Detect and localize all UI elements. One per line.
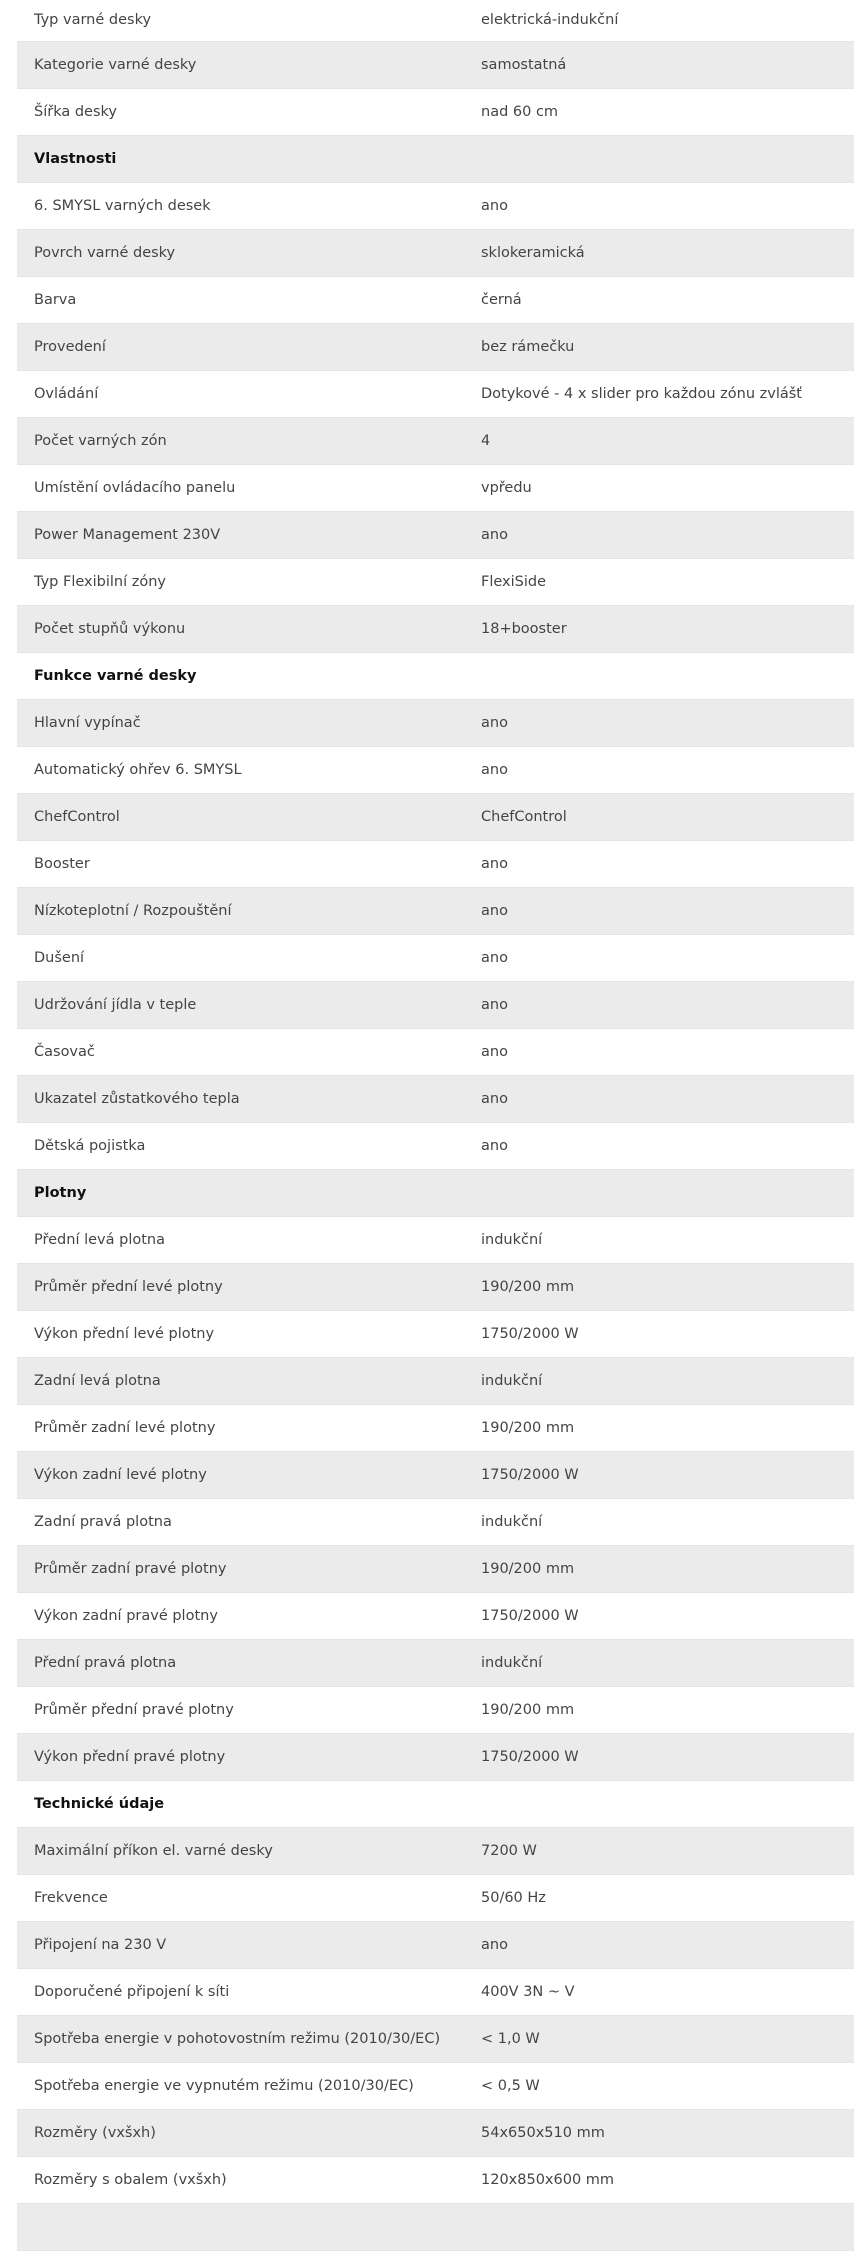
spec-row bbox=[17, 840, 854, 887]
spec-row bbox=[17, 1122, 854, 1169]
spec-label: Udržování jídla v teple bbox=[17, 981, 481, 1028]
spec-row bbox=[17, 2015, 854, 2062]
spec-row bbox=[17, 370, 854, 417]
spec-row bbox=[17, 934, 854, 981]
spec-value: 54x650x510 mm bbox=[481, 2109, 854, 2156]
spec-row bbox=[17, 1592, 854, 1639]
section-header-row bbox=[17, 652, 854, 699]
spec-row bbox=[17, 2156, 854, 2203]
spec-value: ano bbox=[481, 1122, 854, 1169]
spec-label: Rozměry (vxšxh) bbox=[17, 2109, 481, 2156]
spec-value: 120x850x600 mm bbox=[481, 2156, 854, 2203]
spec-row bbox=[17, 981, 854, 1028]
spec-label: Průměr zadní levé plotny bbox=[17, 1404, 481, 1451]
spec-value: 190/200 mm bbox=[481, 1686, 854, 1733]
spec-value: ano bbox=[481, 1028, 854, 1075]
spec-value: < 0,5 W bbox=[481, 2062, 854, 2109]
spec-row bbox=[17, 417, 854, 464]
spec-row bbox=[17, 41, 854, 88]
spec-label: Dětská pojistka bbox=[17, 1122, 481, 1169]
spec-value: FlexiSide bbox=[481, 558, 854, 605]
spec-label: Průměr přední pravé plotny bbox=[17, 1686, 481, 1733]
spec-row bbox=[17, 1686, 854, 1733]
section-title-spacer bbox=[481, 135, 854, 182]
spec-row bbox=[17, 558, 854, 605]
spec-row bbox=[17, 746, 854, 793]
spec-value: 190/200 mm bbox=[481, 1404, 854, 1451]
section-title: Plotny bbox=[17, 1169, 481, 1216]
spec-value: 7200 W bbox=[481, 1827, 854, 1874]
spec-label: Spotřeba energie ve vypnutém režimu (2010/30/EC) bbox=[17, 2062, 481, 2109]
spec-row bbox=[17, 1545, 854, 1592]
spec-value: nad 60 cm bbox=[481, 88, 854, 135]
spec-value: ano bbox=[481, 511, 854, 558]
spec-label: Provedení bbox=[17, 323, 481, 370]
spec-value: 190/200 mm bbox=[481, 1545, 854, 1592]
spec-row bbox=[17, 1498, 854, 1545]
spec-value: ano bbox=[481, 182, 854, 229]
spec-label: Zadní pravá plotna bbox=[17, 1498, 481, 1545]
spec-value: ano bbox=[481, 1075, 854, 1122]
spec-label bbox=[17, 2203, 481, 2250]
spec-row bbox=[17, 1874, 854, 1921]
spec-value: ano bbox=[481, 1921, 854, 1968]
spec-row bbox=[17, 0, 854, 41]
spec-value: 1750/2000 W bbox=[481, 1592, 854, 1639]
spec-row bbox=[17, 1357, 854, 1404]
spec-value: 1750/2000 W bbox=[481, 1733, 854, 1780]
spec-value: bez rámečku bbox=[481, 323, 854, 370]
spec-label: Časovač bbox=[17, 1028, 481, 1075]
spec-value: samostatná bbox=[481, 41, 854, 88]
spec-row bbox=[17, 182, 854, 229]
spec-row bbox=[17, 1639, 854, 1686]
section-header-row bbox=[17, 1169, 854, 1216]
section-title-spacer bbox=[481, 1780, 854, 1827]
section-title-spacer bbox=[481, 1169, 854, 1216]
spec-value: 400V 3N ~ V bbox=[481, 1968, 854, 2015]
spec-value: ano bbox=[481, 981, 854, 1028]
spec-row bbox=[17, 511, 854, 558]
specification-table bbox=[17, 0, 854, 2251]
spec-row bbox=[17, 1451, 854, 1498]
spec-label: ChefControl bbox=[17, 793, 481, 840]
spec-value: Dotykové - 4 x slider pro každou zónu zvlášť bbox=[481, 370, 854, 417]
spec-label: Power Management 230V bbox=[17, 511, 481, 558]
spec-label: Povrch varné desky bbox=[17, 229, 481, 276]
spec-row bbox=[17, 2203, 854, 2250]
spec-row bbox=[17, 1216, 854, 1263]
spec-value: 50/60 Hz bbox=[481, 1874, 854, 1921]
specification-table-body bbox=[17, 0, 854, 2250]
spec-label: Umístění ovládacího panelu bbox=[17, 464, 481, 511]
spec-label: Výkon zadní pravé plotny bbox=[17, 1592, 481, 1639]
spec-row bbox=[17, 1921, 854, 1968]
spec-label: Nízkoteplotní / Rozpouštění bbox=[17, 887, 481, 934]
spec-row bbox=[17, 1968, 854, 2015]
spec-label: Ovládání bbox=[17, 370, 481, 417]
spec-value bbox=[481, 2203, 854, 2250]
spec-value: ano bbox=[481, 746, 854, 793]
spec-label: Připojení na 230 V bbox=[17, 1921, 481, 1968]
spec-label: Rozměry s obalem (vxšxh) bbox=[17, 2156, 481, 2203]
spec-value: vpředu bbox=[481, 464, 854, 511]
spec-row bbox=[17, 699, 854, 746]
spec-label: Přední levá plotna bbox=[17, 1216, 481, 1263]
spec-label: Hlavní vypínač bbox=[17, 699, 481, 746]
spec-value: sklokeramická bbox=[481, 229, 854, 276]
spec-value: indukční bbox=[481, 1216, 854, 1263]
spec-row bbox=[17, 2062, 854, 2109]
spec-row bbox=[17, 1075, 854, 1122]
spec-row bbox=[17, 88, 854, 135]
spec-value: indukční bbox=[481, 1498, 854, 1545]
spec-value: ano bbox=[481, 699, 854, 746]
spec-row bbox=[17, 1404, 854, 1451]
spec-value: ano bbox=[481, 934, 854, 981]
spec-row bbox=[17, 1310, 854, 1357]
spec-value: < 1,0 W bbox=[481, 2015, 854, 2062]
spec-label: Průměr zadní pravé plotny bbox=[17, 1545, 481, 1592]
spec-row bbox=[17, 276, 854, 323]
spec-value: ChefControl bbox=[481, 793, 854, 840]
section-header-row bbox=[17, 1780, 854, 1827]
spec-value: indukční bbox=[481, 1639, 854, 1686]
spec-value: elektrická-indukční bbox=[481, 0, 854, 41]
spec-label: Maximální příkon el. varné desky bbox=[17, 1827, 481, 1874]
spec-value: ano bbox=[481, 887, 854, 934]
spec-row bbox=[17, 1733, 854, 1780]
spec-label: Výkon zadní levé plotny bbox=[17, 1451, 481, 1498]
spec-label: Zadní levá plotna bbox=[17, 1357, 481, 1404]
spec-label: Typ varné desky bbox=[17, 0, 481, 41]
spec-label: Přední pravá plotna bbox=[17, 1639, 481, 1686]
spec-row bbox=[17, 464, 854, 511]
spec-label: Typ Flexibilní zóny bbox=[17, 558, 481, 605]
section-title: Vlastnosti bbox=[17, 135, 481, 182]
spec-label: Ukazatel zůstatkového tepla bbox=[17, 1075, 481, 1122]
spec-label: Výkon přední pravé plotny bbox=[17, 1733, 481, 1780]
spec-label: Počet varných zón bbox=[17, 417, 481, 464]
spec-label: Šířka desky bbox=[17, 88, 481, 135]
spec-row bbox=[17, 793, 854, 840]
section-title: Technické údaje bbox=[17, 1780, 481, 1827]
spec-label: Spotřeba energie v pohotovostním režimu (2010/30/EC) bbox=[17, 2015, 481, 2062]
spec-label: Výkon přední levé plotny bbox=[17, 1310, 481, 1357]
section-title-spacer bbox=[481, 652, 854, 699]
spec-row bbox=[17, 229, 854, 276]
spec-label: Booster bbox=[17, 840, 481, 887]
spec-label: Barva bbox=[17, 276, 481, 323]
spec-label: Počet stupňů výkonu bbox=[17, 605, 481, 652]
spec-row bbox=[17, 1263, 854, 1310]
spec-label: Doporučené připojení k síti bbox=[17, 1968, 481, 2015]
spec-row bbox=[17, 1827, 854, 1874]
section-title: Funkce varné desky bbox=[17, 652, 481, 699]
spec-label: Průměr přední levé plotny bbox=[17, 1263, 481, 1310]
spec-value: indukční bbox=[481, 1357, 854, 1404]
spec-row bbox=[17, 1028, 854, 1075]
spec-value: ano bbox=[481, 840, 854, 887]
spec-label: Dušení bbox=[17, 934, 481, 981]
spec-row bbox=[17, 605, 854, 652]
section-header-row bbox=[17, 135, 854, 182]
spec-value: černá bbox=[481, 276, 854, 323]
spec-label: Automatický ohřev 6. SMYSL bbox=[17, 746, 481, 793]
spec-value: 1750/2000 W bbox=[481, 1310, 854, 1357]
spec-label: Frekvence bbox=[17, 1874, 481, 1921]
spec-value: 18+booster bbox=[481, 605, 854, 652]
spec-value: 190/200 mm bbox=[481, 1263, 854, 1310]
spec-value: 1750/2000 W bbox=[481, 1451, 854, 1498]
spec-label: Kategorie varné desky bbox=[17, 41, 481, 88]
spec-row bbox=[17, 887, 854, 934]
spec-label: 6. SMYSL varných desek bbox=[17, 182, 481, 229]
spec-row bbox=[17, 323, 854, 370]
spec-row bbox=[17, 2109, 854, 2156]
spec-value: 4 bbox=[481, 417, 854, 464]
